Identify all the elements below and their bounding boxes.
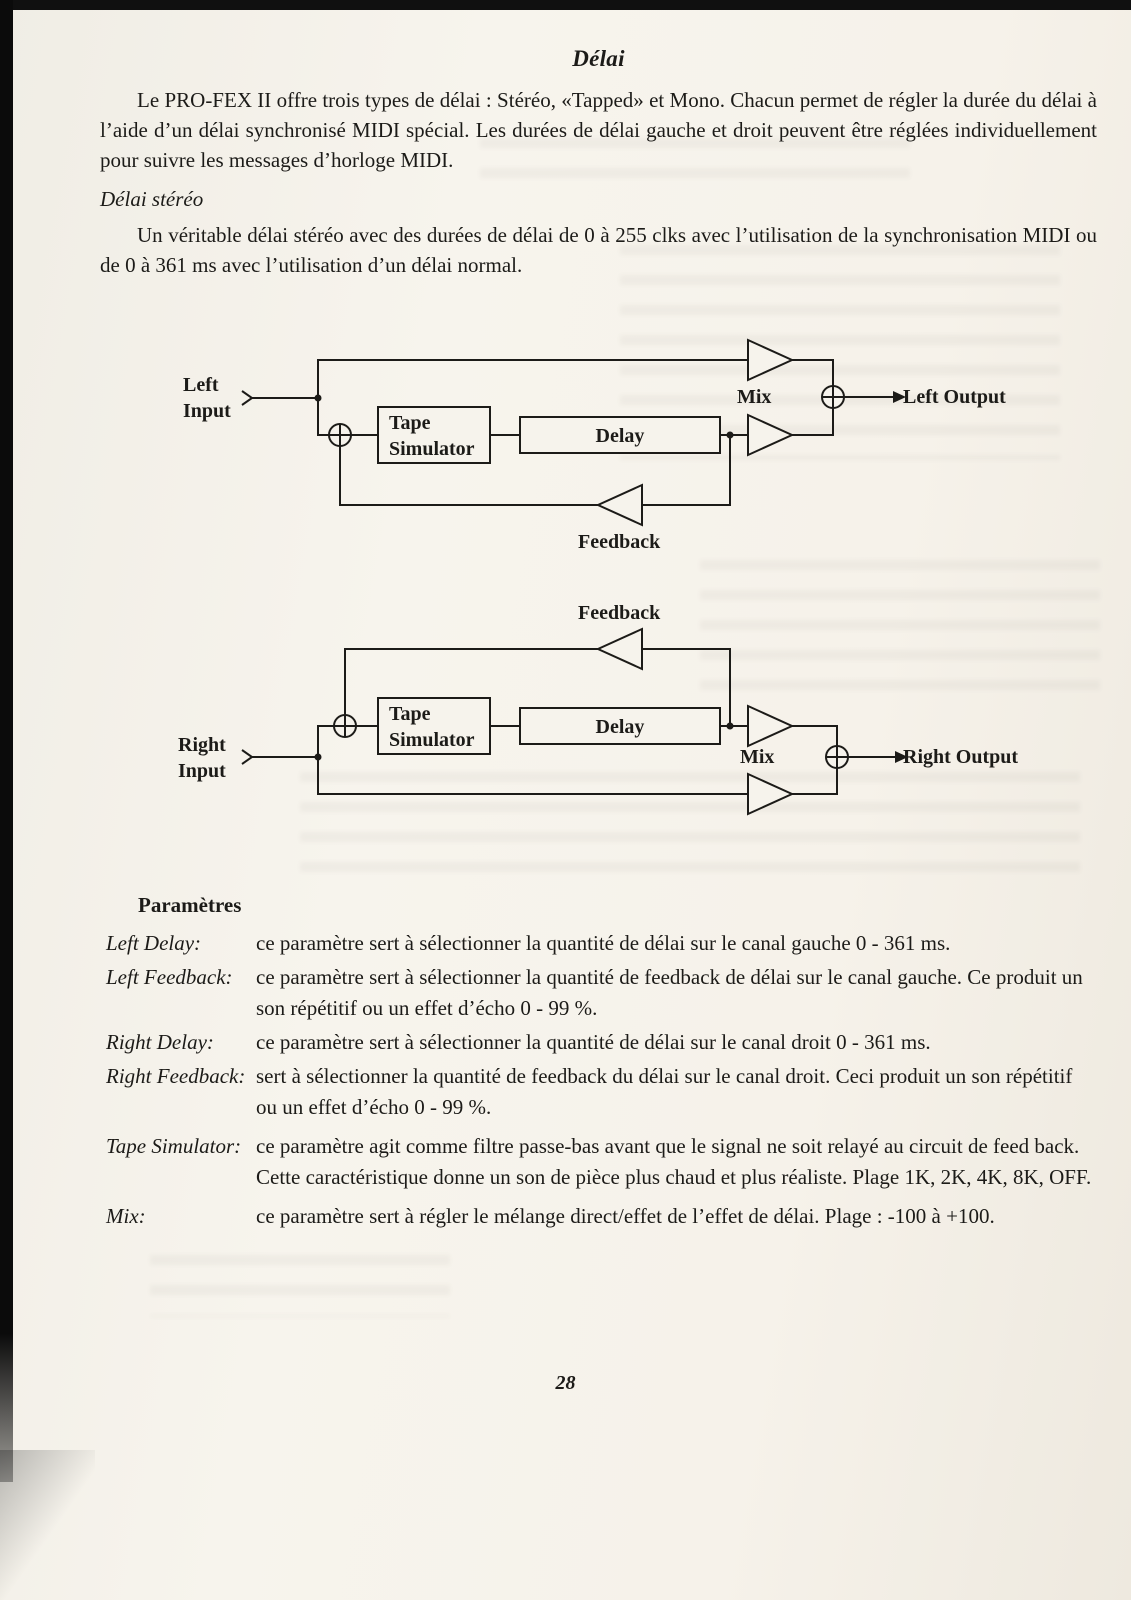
tape-simulator-label [389, 701, 475, 753]
left-output-label: Left Output [903, 386, 1006, 408]
junction-dot [315, 754, 322, 761]
scan-corner-smudge [0, 1450, 95, 1600]
wet-amplifier-icon [748, 415, 792, 455]
wet-amplifier-icon [748, 706, 792, 746]
wet-signal-path [318, 726, 334, 757]
section-heading: Délai stéréo [100, 187, 204, 211]
section-paragraph: Un véritable délai stéréo avec des durées de délai de 0 à 255 clks avec l’utilisation de la synchronisation MIDI ou de 0 à 361 ms avec l’utilisation d’un délai normal. [100, 223, 1097, 277]
diagram-left-graphics [0, 330, 1131, 570]
param-description: ce paramètre sert à sélectionner la quantité de feedback de délai sur le canal gauche. Ce produit un son répétitif ou un effet d’écho 0 - 99 %. [256, 965, 1083, 1020]
right-input-line2: Input [178, 760, 226, 782]
stereo-delay-diagram-left [0, 330, 1131, 570]
feedback-label: Feedback [578, 531, 661, 553]
mix-label: Mix [737, 386, 772, 408]
scan-edge-top [0, 0, 1131, 10]
delay-label: Delay [595, 425, 645, 447]
param-label: Right Feedback: [106, 1064, 246, 1088]
junction-dot [315, 395, 322, 402]
tape-label-line1: Tape [389, 703, 431, 725]
intro-paragraph: Le PRO-FEX II offre trois types de délai : Stéréo, «Tapped» et Mono. Chacun permet de régler la durée du délai à l’aide d’un délai synchronisé MIDI spécial. Les durées de délai gauche et droit peuvent être réglées individuellement pour suivre les messages d’horloge MIDI. [100, 88, 1097, 172]
param-label: Mix: [106, 1204, 146, 1228]
param-row-tape-simulator [106, 1131, 1097, 1193]
param-label: Right Delay: [106, 1030, 214, 1054]
right-input-label [178, 732, 226, 784]
input-chevron-icon [242, 391, 252, 405]
feedback-amplifier-icon [598, 629, 642, 669]
scan-edge-left [0, 0, 13, 1482]
junction-dot [727, 723, 734, 730]
wet-amp-out-line [792, 408, 833, 435]
dry-signal-path [318, 360, 748, 398]
param-description: sert à sélectionner la quantité de feedback du délai sur le canal droit. Ceci produit un son répétitif ou un effet d’écho 0 - 99 %. [256, 1064, 1073, 1119]
param-row-left-delay [106, 928, 1097, 959]
scan-artifact [150, 1255, 450, 1317]
left-input-line2: Input [183, 400, 231, 422]
delay-label: Delay [595, 716, 645, 738]
mix-label: Mix [740, 746, 775, 768]
dry-amplifier-icon [748, 774, 792, 814]
feedback-amplifier-icon [598, 485, 642, 525]
left-input-label [183, 372, 231, 424]
junction-dot [727, 432, 734, 439]
tape-label-line1: Tape [389, 412, 431, 434]
wet-amp-out-line [792, 726, 837, 746]
dry-amplifier-icon [748, 340, 792, 380]
page-title: Délai [572, 46, 625, 71]
param-label: Left Delay: [106, 931, 202, 955]
param-description: ce paramètre sert à sélectionner la quantité de délai sur le canal droit 0 - 361 ms. [256, 1030, 931, 1054]
param-description: ce paramètre agit comme filtre passe-bas avant que le signal ne soit relayé au circuit de feed back. Cette caractéristique donne un son de pièce plus chaud et plus réaliste. Plage 1K, 2K, 4K, 8K, OFF. [256, 1134, 1092, 1189]
param-row-left-feedback [106, 962, 1097, 1024]
dry-signal-path [318, 757, 748, 794]
param-description: ce paramètre sert à régler le mélange direct/effet de l’effet de délai. Plage : -100 à +100. [256, 1204, 995, 1228]
tape-label-line2: Simulator [389, 729, 475, 751]
page-number: 28 [555, 1372, 576, 1394]
wet-signal-path [318, 398, 329, 435]
parameters-list [100, 928, 1097, 1232]
param-row-right-delay [106, 1027, 1097, 1058]
param-description: ce paramètre sert à sélectionner la quantité de délai sur le canal gauche 0 - 361 ms. [256, 931, 951, 955]
tape-simulator-label [389, 410, 475, 462]
param-row-mix [106, 1201, 1097, 1232]
dry-amp-out-line [792, 360, 833, 386]
input-chevron-icon [242, 750, 252, 764]
param-label: Tape Simulator: [106, 1134, 242, 1158]
right-output-label: Right Output [903, 746, 1019, 768]
stereo-delay-diagram-right [0, 594, 1131, 849]
right-input-line1: Right [178, 734, 226, 756]
tape-label-line2: Simulator [389, 438, 475, 460]
param-row-right-feedback [106, 1061, 1097, 1123]
parameters-heading: Paramètres [138, 893, 242, 917]
feedback-label: Feedback [578, 602, 661, 624]
left-input-line1: Left [183, 374, 219, 396]
dry-amp-out-line [792, 768, 837, 794]
param-label: Left Feedback: [106, 965, 233, 989]
